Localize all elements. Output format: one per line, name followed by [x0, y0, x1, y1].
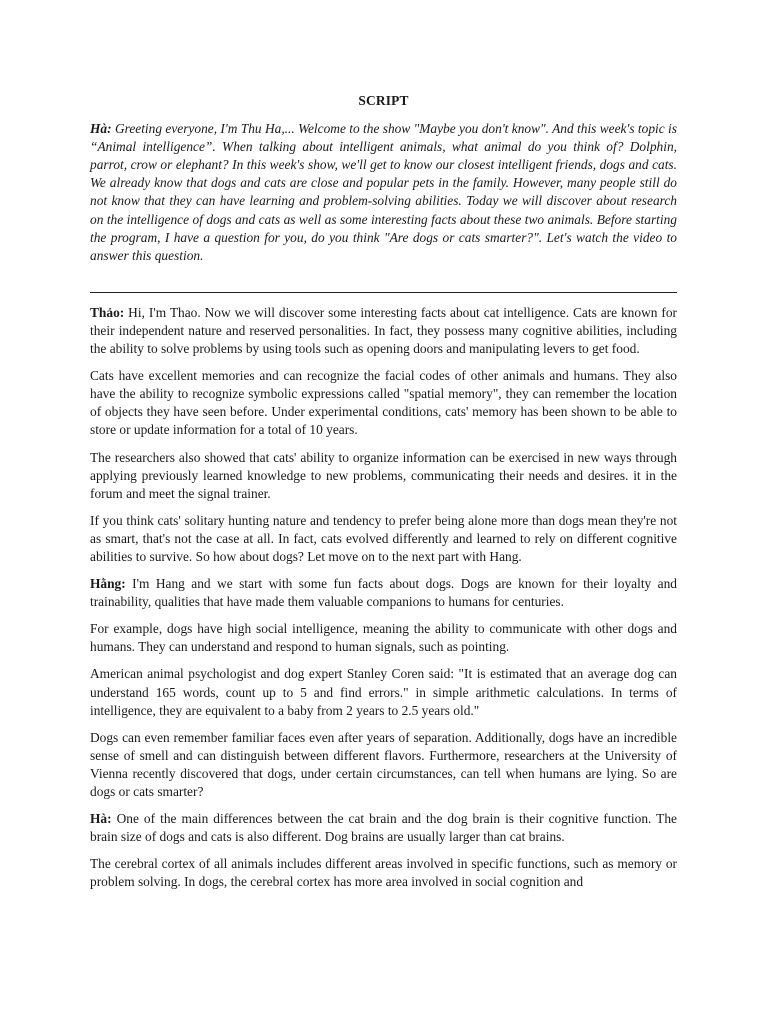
script-paragraph: [90, 810, 677, 846]
script-paragraph: [90, 665, 677, 719]
paragraph-text: American animal psychologist and dog expert Stanley Coren said: "It is estimated that an average dog can understand 165 words, count up to 5 and find errors." in simple arithmetic calculations. In terms of intelligence, they are equivalent to a baby from 2 years to 2.5 years old.": [90, 666, 677, 718]
script-paragraph: [90, 575, 677, 611]
paragraph-text: Dogs can even remember familiar faces even after years of separation. Additionally, dogs have an incredible sense of smell and can distinguish between different flavors. Furthermore, researchers at the University of Vienna recently discovered that dogs, under certain circumstances, can tell when humans are lying. So are dogs or cats smarter?: [90, 729, 677, 799]
script-paragraph: [90, 512, 677, 566]
paragraph-text: I'm Hang and we start with some fun facts about dogs. Dogs are known for their loyalty and trainability, qualities that have made them valuable companions to humans for centuries.: [90, 576, 677, 610]
paragraph-text: The cerebral cortex of all animals includes different areas involved in specific functions, such as memory or problem solving. In dogs, the cerebral cortex has more area involved in social cognition and: [90, 856, 677, 890]
document-title: SCRIPT: [358, 93, 409, 108]
paragraph-text: One of the main differences between the cat brain and the dog brain is their cognitive function. The brain size of dogs and cats is also different. Dog brains are usually larger than cat brains.: [90, 811, 677, 845]
intro-paragraph: [90, 120, 677, 265]
script-paragraph: [90, 855, 677, 891]
speaker-label: Hà:: [90, 811, 112, 827]
document-page: [90, 92, 677, 900]
script-paragraph: [90, 449, 677, 503]
section-divider: [90, 292, 677, 293]
paragraph-text: Hi, I'm Thao. Now we will discover some interesting facts about cat intelligence. Cats are known for their independent nature and reserved personalities. In fact, they possess many cognitive abilities, including the ability to solve problems by using tools such as opening doors and manipulating levers to get food.: [90, 304, 677, 357]
speaker-label: Thảo:: [90, 304, 125, 320]
script-paragraph: [90, 367, 677, 439]
paragraph-text: For example, dogs have high social intelligence, meaning the ability to communicate with other dogs and humans. They can understand and respond to human signals, such as pointing.: [90, 621, 677, 655]
script-paragraph: [90, 304, 677, 358]
paragraph-text: Cats have excellent memories and can recognize the facial codes of other animals and humans. They also have the ability to recognize symbolic expressions called "spatial memory", they can remember the location of objects they have seen before. Under experimental conditions, cats' memory has been shown to be able to store or update information for a total of 10 years.: [90, 368, 677, 438]
paragraph-text: The researchers also showed that cats' ability to organize information can be exercised in new ways through applying previously learned knowledge to new problems, communicating their needs and desires. it in the forum and meet the signal trainer.: [90, 449, 677, 501]
script-paragraph: [90, 620, 677, 656]
script-paragraph: [90, 729, 677, 801]
speaker-label: Hằng:: [90, 576, 126, 592]
intro-text: Greeting everyone, I'm Thu Ha,... Welcome to the show "Maybe you don't know". And this week's topic is “Animal intelligence”. When talking about intelligent animals, what animal do you think of? Dolphin, parrot, crow or elephant? In this week's show, we'll get to know our closest intelligent friends, dogs and cats. We already know that dogs and cats are close and popular pets in the family. However, many people still do not know that they can have learning and problem-solving abilities. Today we will discover about research on the intelligence of dogs and cats as well as some interesting facts about these two animals. Before starting the program, I have a question for you, do you think "Are dogs or cats smarter?". Let's watch the video to answer this question.: [90, 121, 677, 263]
intro-speaker: Hà:: [90, 121, 112, 137]
script-body: [90, 304, 677, 892]
paragraph-text: If you think cats' solitary hunting nature and tendency to prefer being alone more than dogs mean they're not as smart, that's not the case at all. In fact, cats evolved differently and learned to rely on different cognitive abilities to survive. So how about dogs? Let move on to the next part with Hang.: [90, 512, 677, 564]
